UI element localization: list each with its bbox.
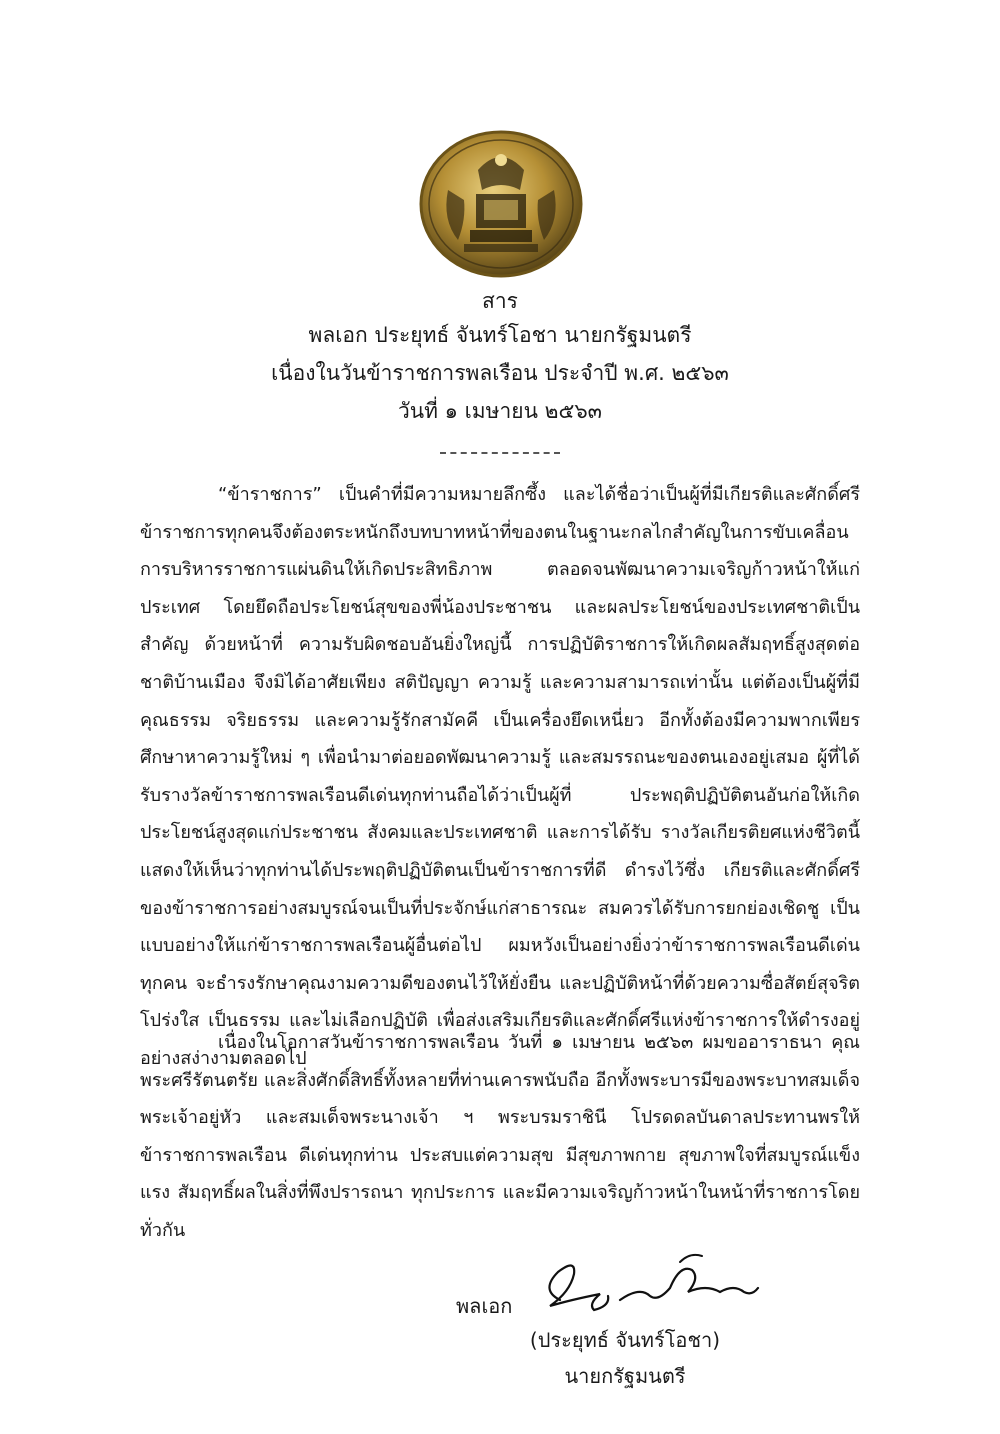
sender-line: พลเอก ประยุทธ์ จันทร์โอชา นายกรัฐมนตรี	[308, 323, 692, 347]
royal-thai-government-seal-icon	[418, 130, 584, 278]
heading-divider	[440, 452, 560, 454]
body-paragraph-2: เนื่องในโอกาสวันข้าราชการพลเรือน วันที่ ๑ เมษายน ๒๕๖๓ ผมขออาราธนา คุณพระศรีรัตนตรัย และสิ่งศักดิ์สิทธิ์ทั้งหลายที่ท่านเคารพนับถือ อีกทั้งพระบารมีของพระบาทสมเด็จ พระเจ้าอยู่หัว และสมเด็จพระนางเจ้า ฯ พระบรมราชินี โปรดดลบันดาลประทานพรให้ข้าราชการพลเรือน ดีเด่นทุกท่าน ประสบแต่ความสุข มีสุขภาพกาย สุขภาพใจที่สมบูรณ์แข็งแรง สัมฤทธิ์ผลในสิ่งที่พึงปรารถนา ทุกประการ และมีความเจริญก้าวหน้าในหน้าที่ราชการโดยทั่วกัน	[140, 1032, 860, 1241]
signer-name: (ประยุทธ์ จันทร์โอชา)	[529, 1328, 721, 1352]
signer-position: นายกรัฐมนตรี	[564, 1364, 686, 1388]
letter-title: สาร	[482, 289, 518, 313]
occasion-line: เนื่องในวันข้าราชการพลเรือน ประจำปี พ.ศ. ๒๕๖๓	[271, 361, 729, 385]
signer-rank: พลเอก	[456, 1294, 513, 1318]
date-line: วันที่ ๑ เมษายน ๒๕๖๓	[397, 399, 603, 423]
body-paragraph-1: “ข้าราชการ” เป็นคำที่มีความหมายลึกซึ้ง และได้ชื่อว่าเป็นผู้ที่มีเกียรติและศักดิ์ศรี ข้าราชการทุกคนจึงต้องตระหนักถึงบทบาทหน้าที่ของตนในฐานะกลไกสำคัญในการขับเคลื่อน การบริหารราชการแผ่นดินให้เกิดประสิทธิภาพ ตลอดจนพัฒนาความเจริญก้าวหน้าให้แก่ประเทศ โดยยึดถือประโยชน์สุขของพี่น้องประชาชน และผลประโยชน์ของประเทศชาติเป็นสำคัญ ด้วยหน้าที่ ความรับผิดชอบอันยิ่งใหญ่นี้ การปฏิบัติราชการให้เกิดผลสัมฤทธิ์สูงสุดต่อชาติบ้านเมือง จึงมิได้อาศัยเพียง สติปัญญา ความรู้ และความสามารถเท่านั้น แต่ต้องเป็นผู้ที่มีคุณธรรม จริยธรรม และความรู้รักสามัคคี เป็นเครื่องยึดเหนี่ยว อีกทั้งต้องมีความพากเพียรศึกษาหาความรู้ใหม่ ๆ เพื่อนำมาต่อยอดพัฒนาความรู้ และสมรรถนะของตนเองอยู่เสมอ ผู้ที่ได้รับรางวัลข้าราชการพลเรือนดีเด่นทุกท่านถือได้ว่าเป็นผู้ที่ ประพฤติปฏิบัติตนอันก่อให้เกิดประโยชน์สูงสุดแก่ประชาชน สังคมและประเทศชาติ และการได้รับ รางวัลเกียรติยศแห่งชีวิตนี้ แสดงให้เห็นว่าทุกท่านได้ประพฤติปฏิบัติตนเป็นข้าราชการที่ดี ดำรงไว้ซึ่ง เกียรติและศักดิ์ศรีของข้าราชการอย่างสมบูรณ์จนเป็นที่ประจักษ์แก่สาธารณะ สมควรได้รับการยกย่องเชิดชู เป็นแบบอย่างให้แก่ข้าราชการพลเรือนผู้อื่นต่อไป ผมหวังเป็นอย่างยิ่งว่าข้าราชการพลเรือนดีเด่นทุกคน จะธำรงรักษาคุณงามความดีของตนไว้ให้ยั่งยืน และปฏิบัติหน้าที่ด้วยความซื่อสัตย์สุจริต โปร่งใส เป็นธรรม และไม่เลือกปฏิบัติ เพื่อส่งเสริมเกียรติและศักดิ์ศรีแห่งข้าราชการให้ดำรงอยู่อย่างสง่างามตลอดไป	[140, 484, 860, 1069]
